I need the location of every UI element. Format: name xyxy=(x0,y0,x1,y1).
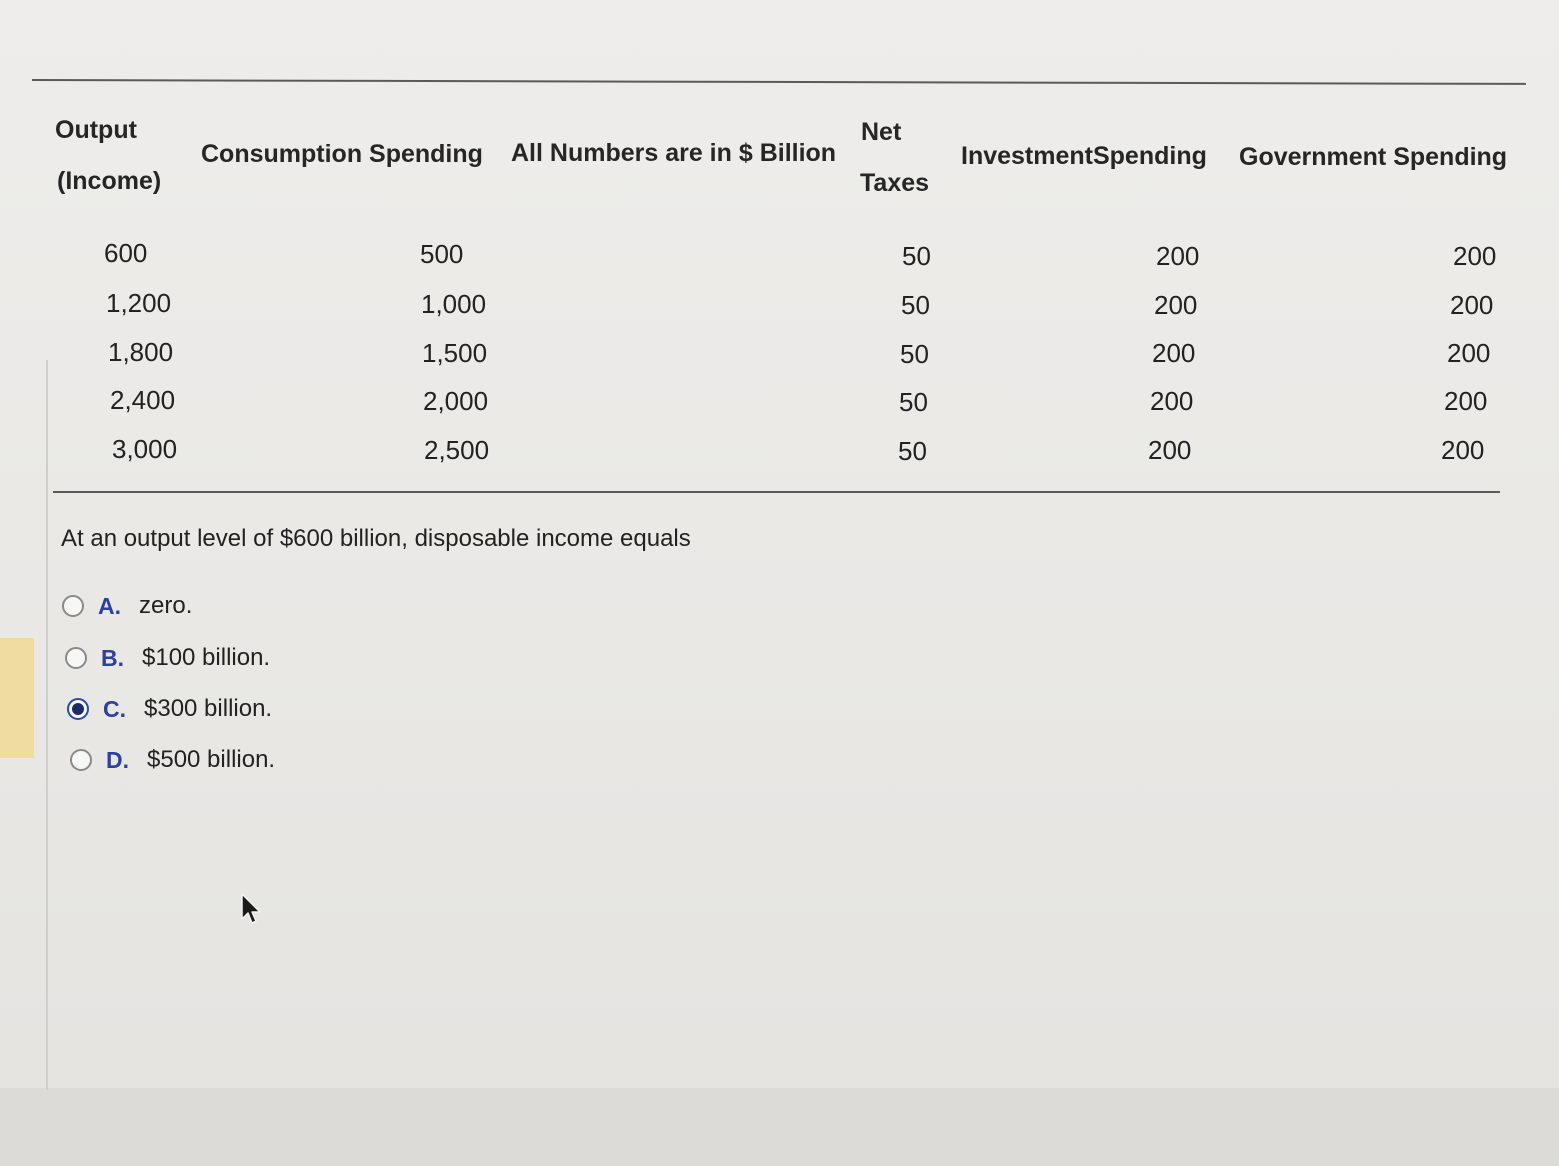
header-taxes: Taxes xyxy=(860,169,930,197)
option-letter: D. xyxy=(106,746,129,773)
cell-investment: 200 xyxy=(1156,241,1200,271)
answer-option-d[interactable] xyxy=(70,746,275,774)
radio-button-b[interactable] xyxy=(65,647,87,669)
cell-output: 600 xyxy=(104,238,148,268)
cell-consumption: 500 xyxy=(420,239,464,269)
header-consumption: Consumption Spending xyxy=(201,140,483,168)
cell-net-taxes: 50 xyxy=(898,436,927,466)
table-top-rule xyxy=(32,79,1526,85)
option-text: zero. xyxy=(139,592,193,619)
answer-option-b[interactable] xyxy=(65,644,270,672)
cell-net-taxes: 50 xyxy=(901,290,930,320)
cell-consumption: 2,000 xyxy=(423,386,489,416)
header-net: Net xyxy=(861,118,902,146)
cell-output: 1,800 xyxy=(108,337,174,367)
cell-output: 3,000 xyxy=(112,434,178,464)
radio-button-d[interactable] xyxy=(70,749,92,771)
option-letter: C. xyxy=(103,695,126,722)
answer-option-a[interactable] xyxy=(62,592,192,620)
option-letter: B. xyxy=(101,644,124,671)
option-text: $300 billion. xyxy=(144,695,273,722)
header-income: (Income) xyxy=(57,167,162,195)
cell-government: 200 xyxy=(1447,338,1491,368)
left-border xyxy=(46,360,48,1090)
header-units-note: All Numbers are in $ Billion xyxy=(511,139,837,167)
cell-consumption: 1,000 xyxy=(421,289,487,319)
cell-net-taxes: 50 xyxy=(900,339,929,369)
cell-government: 200 xyxy=(1444,386,1488,416)
mouse-pointer-icon xyxy=(240,893,262,925)
radio-selected-dot xyxy=(72,703,84,715)
option-text: $500 billion. xyxy=(147,746,276,773)
cell-net-taxes: 50 xyxy=(902,241,931,271)
answer-option-c[interactable] xyxy=(67,695,272,723)
cell-investment: 200 xyxy=(1152,338,1196,368)
bottom-strip xyxy=(0,1088,1559,1166)
question-text: At an output level of $600 billion, disposable income equals xyxy=(61,525,691,552)
cell-net-taxes: 50 xyxy=(899,387,928,417)
question-accent-bar xyxy=(0,638,34,758)
cell-output: 1,200 xyxy=(106,288,172,318)
cell-consumption: 2,500 xyxy=(424,435,490,465)
cell-investment: 200 xyxy=(1150,386,1194,416)
cell-government: 200 xyxy=(1450,290,1494,320)
header-output: Output xyxy=(55,116,137,144)
radio-button-a[interactable] xyxy=(62,595,84,617)
option-letter: A. xyxy=(98,592,121,619)
cell-investment: 200 xyxy=(1154,290,1198,320)
header-government: Government Spending xyxy=(1239,143,1508,171)
cell-government: 200 xyxy=(1441,435,1485,465)
option-text: $100 billion. xyxy=(142,644,271,671)
cell-output: 2,400 xyxy=(110,385,176,415)
header-investment: InvestmentSpending xyxy=(961,142,1207,170)
radio-button-c-selected[interactable] xyxy=(67,698,89,720)
cell-investment: 200 xyxy=(1148,435,1192,465)
table-bottom-rule xyxy=(53,491,1500,493)
cell-consumption: 1,500 xyxy=(422,338,488,368)
cell-government: 200 xyxy=(1453,241,1497,271)
